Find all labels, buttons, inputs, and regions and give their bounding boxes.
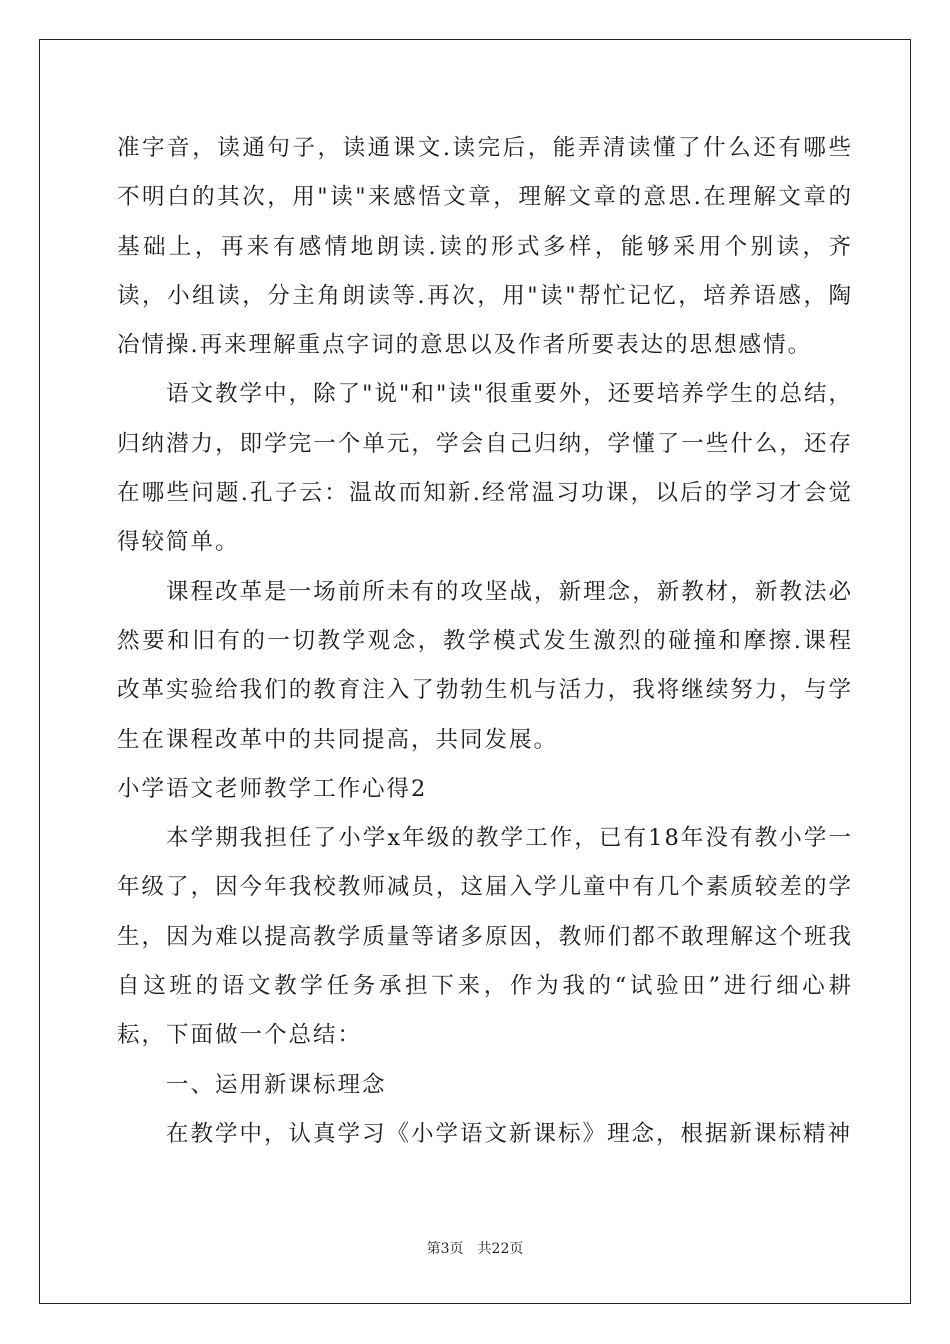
subheading-new-standards: 一、运用新课标理念 xyxy=(166,1071,387,1098)
page-number: 第3页 xyxy=(426,1241,464,1257)
paragraph-teaching-practice: 在教学中，认真学习《小学语文新课标》理念，根据新课标精神 xyxy=(166,1120,853,1147)
paragraph-reading-method: 准字音，读通句子，读通课文.读完后，能弄清读懂了什么还有哪些不明白的其次，用"读"来感悟文章，理解文章的意思.在理解文章的基础上，再来有感情地朗读.读的形式多样，能够采用个别读，齐读，小组读，分主角朗读等.再次，用"读"帮忙记忆，培养语感，陶冶情操.再来理解重点字词的意思以及作者所要表达的思想感情。 xyxy=(117,135,853,359)
page-footer xyxy=(0,1238,950,1258)
paragraph-summarizing: 语文教学中，除了"说"和"读"很重要外，还要培养学生的总结，归纳潜力，即学完一个单元，学会自己归纳，学懂了一些什么，还存在哪些问题.孔子云：温故而知新.经常温习功课，以后的学习才会觉得较简单。 xyxy=(117,381,853,556)
paragraph-semester-intro: 本学期我担任了小学x年级的教学工作，已有18年没有教小学一年级了，因今年我校教师减员，这届入学儿童中有几个素质较差的学生，因为难以提高教学质量等诸多原因，教师们都不敢理解这个班我自这班的语文教学任务承担下来，作为我的“试验田”进行细心耕耘，下面做一个总结： xyxy=(117,825,853,1049)
paragraph-curriculum-reform: 课程改革是一场前所未有的攻坚战，新理念，新教材，新教法必然要和旧有的一切教学观念，教学模式发生激烈的碰撞和摩擦.课程改革实验给我们的教育注入了勃勃生机与活力，我将继续努力，与学生在课程改革中的共同提高，共同发展。 xyxy=(117,578,853,753)
document-body xyxy=(117,124,853,1159)
section-title: 小学语文老师教学工作心得2 xyxy=(117,775,428,802)
page-total: 共22页 xyxy=(477,1241,524,1257)
